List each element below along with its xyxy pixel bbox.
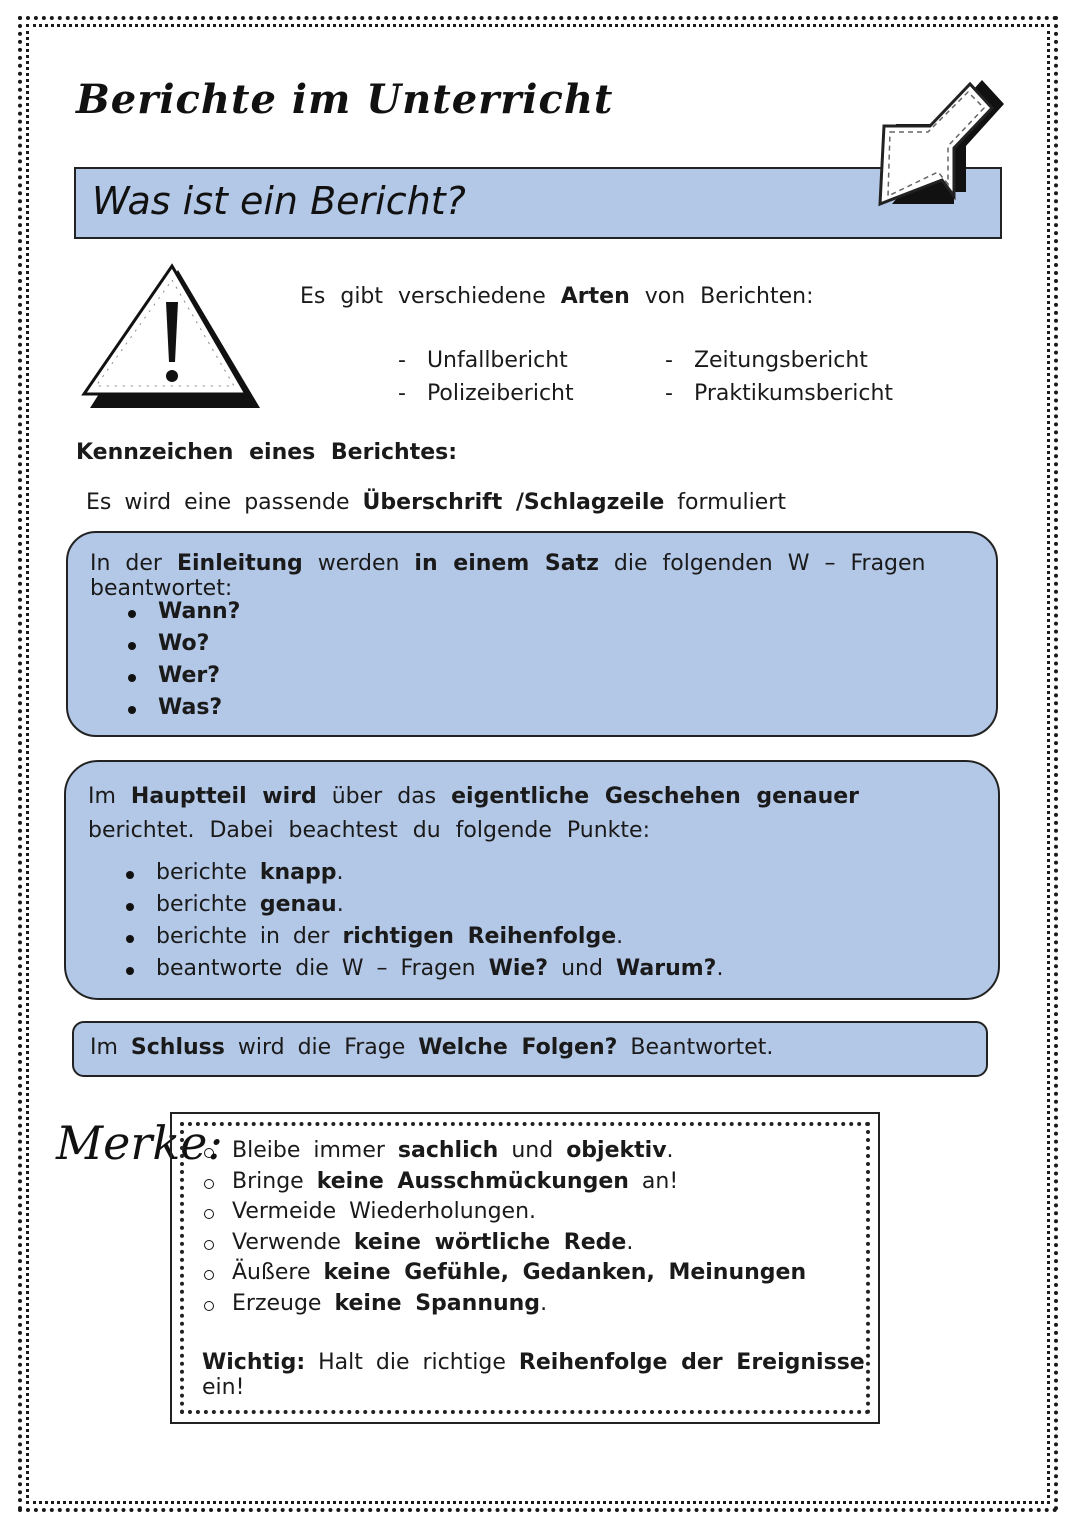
important-note: Wichtig: Halt die richtige Reihenfolge der Ereignisse ein! bbox=[202, 1350, 865, 1400]
list-item: berichte in der richtigen Reihenfolge. bbox=[126, 924, 723, 956]
report-types-intro bbox=[300, 284, 813, 309]
introduction-text: In der Einleitung werden in einem Satz die folgenden W – Fragen beantwortet: bbox=[90, 551, 926, 601]
list-item: Wo? bbox=[128, 631, 240, 663]
conclusion-box bbox=[72, 1021, 988, 1077]
main-part-box bbox=[64, 760, 1000, 1000]
list-item: Bringe keine Ausschmückungen an! bbox=[202, 1169, 806, 1200]
list-item: Wer? bbox=[128, 663, 240, 695]
headline-rule: Es wird eine passende Überschrift /Schlagzeile formuliert bbox=[86, 490, 786, 515]
page-title: Berichte im Unterricht bbox=[76, 76, 614, 123]
report-types-left bbox=[398, 348, 574, 414]
list-item: Äußere keine Gefühle, Gedanken, Meinungen bbox=[202, 1260, 806, 1291]
report-types-right bbox=[665, 348, 893, 414]
list-item: Erzeuge keine Spannung. bbox=[202, 1291, 806, 1322]
list-item: Wann? bbox=[128, 599, 240, 631]
list-item: berichte genau. bbox=[126, 892, 723, 924]
list-item: - Polizeibericht bbox=[398, 381, 574, 406]
list-item: beantworte die W – Fragen Wie? und Warum?. bbox=[126, 956, 723, 988]
main-part-points bbox=[126, 860, 723, 988]
intro-text-1: Es gibt verschiedene bbox=[300, 284, 561, 309]
section-heading: Was ist ein Bericht? bbox=[92, 179, 466, 223]
list-item: Bleibe immer sachlich und objektiv. bbox=[202, 1138, 806, 1169]
merke-box bbox=[170, 1112, 880, 1424]
features-heading: Kennzeichen eines Berichtes: bbox=[76, 440, 458, 465]
intro-bold: Arten bbox=[560, 284, 630, 309]
intro-text-2: von Berichten: bbox=[629, 284, 814, 309]
w-questions-list bbox=[128, 599, 240, 727]
warning-icon bbox=[78, 262, 268, 412]
section-banner bbox=[74, 167, 1002, 239]
list-item: Was? bbox=[128, 695, 240, 727]
introduction-box bbox=[66, 531, 998, 737]
list-item: - Praktikumsbericht bbox=[665, 381, 894, 406]
conclusion-text: Im Schluss wird die Frage Welche Folgen? Beantwortet. bbox=[90, 1035, 774, 1060]
list-item: - Zeitungsbericht bbox=[665, 348, 868, 373]
merke-label: Merke: bbox=[56, 1116, 223, 1170]
list-item: berichte knapp. bbox=[126, 860, 723, 892]
list-item: - Unfallbericht bbox=[398, 348, 568, 373]
main-part-text: Im Hauptteil wird über das eigentliche Geschehen genauer berichtet. Dabei beachtest du folgende Punkte: bbox=[88, 784, 860, 843]
arrow-icon bbox=[870, 66, 1020, 216]
exclamation-dot bbox=[166, 370, 178, 382]
list-item: Vermeide Wiederholungen. bbox=[202, 1199, 806, 1230]
warning-triangle bbox=[84, 266, 246, 394]
merke-rules-list bbox=[202, 1138, 806, 1321]
list-item: Verwende keine wörtliche Rede. bbox=[202, 1230, 806, 1261]
